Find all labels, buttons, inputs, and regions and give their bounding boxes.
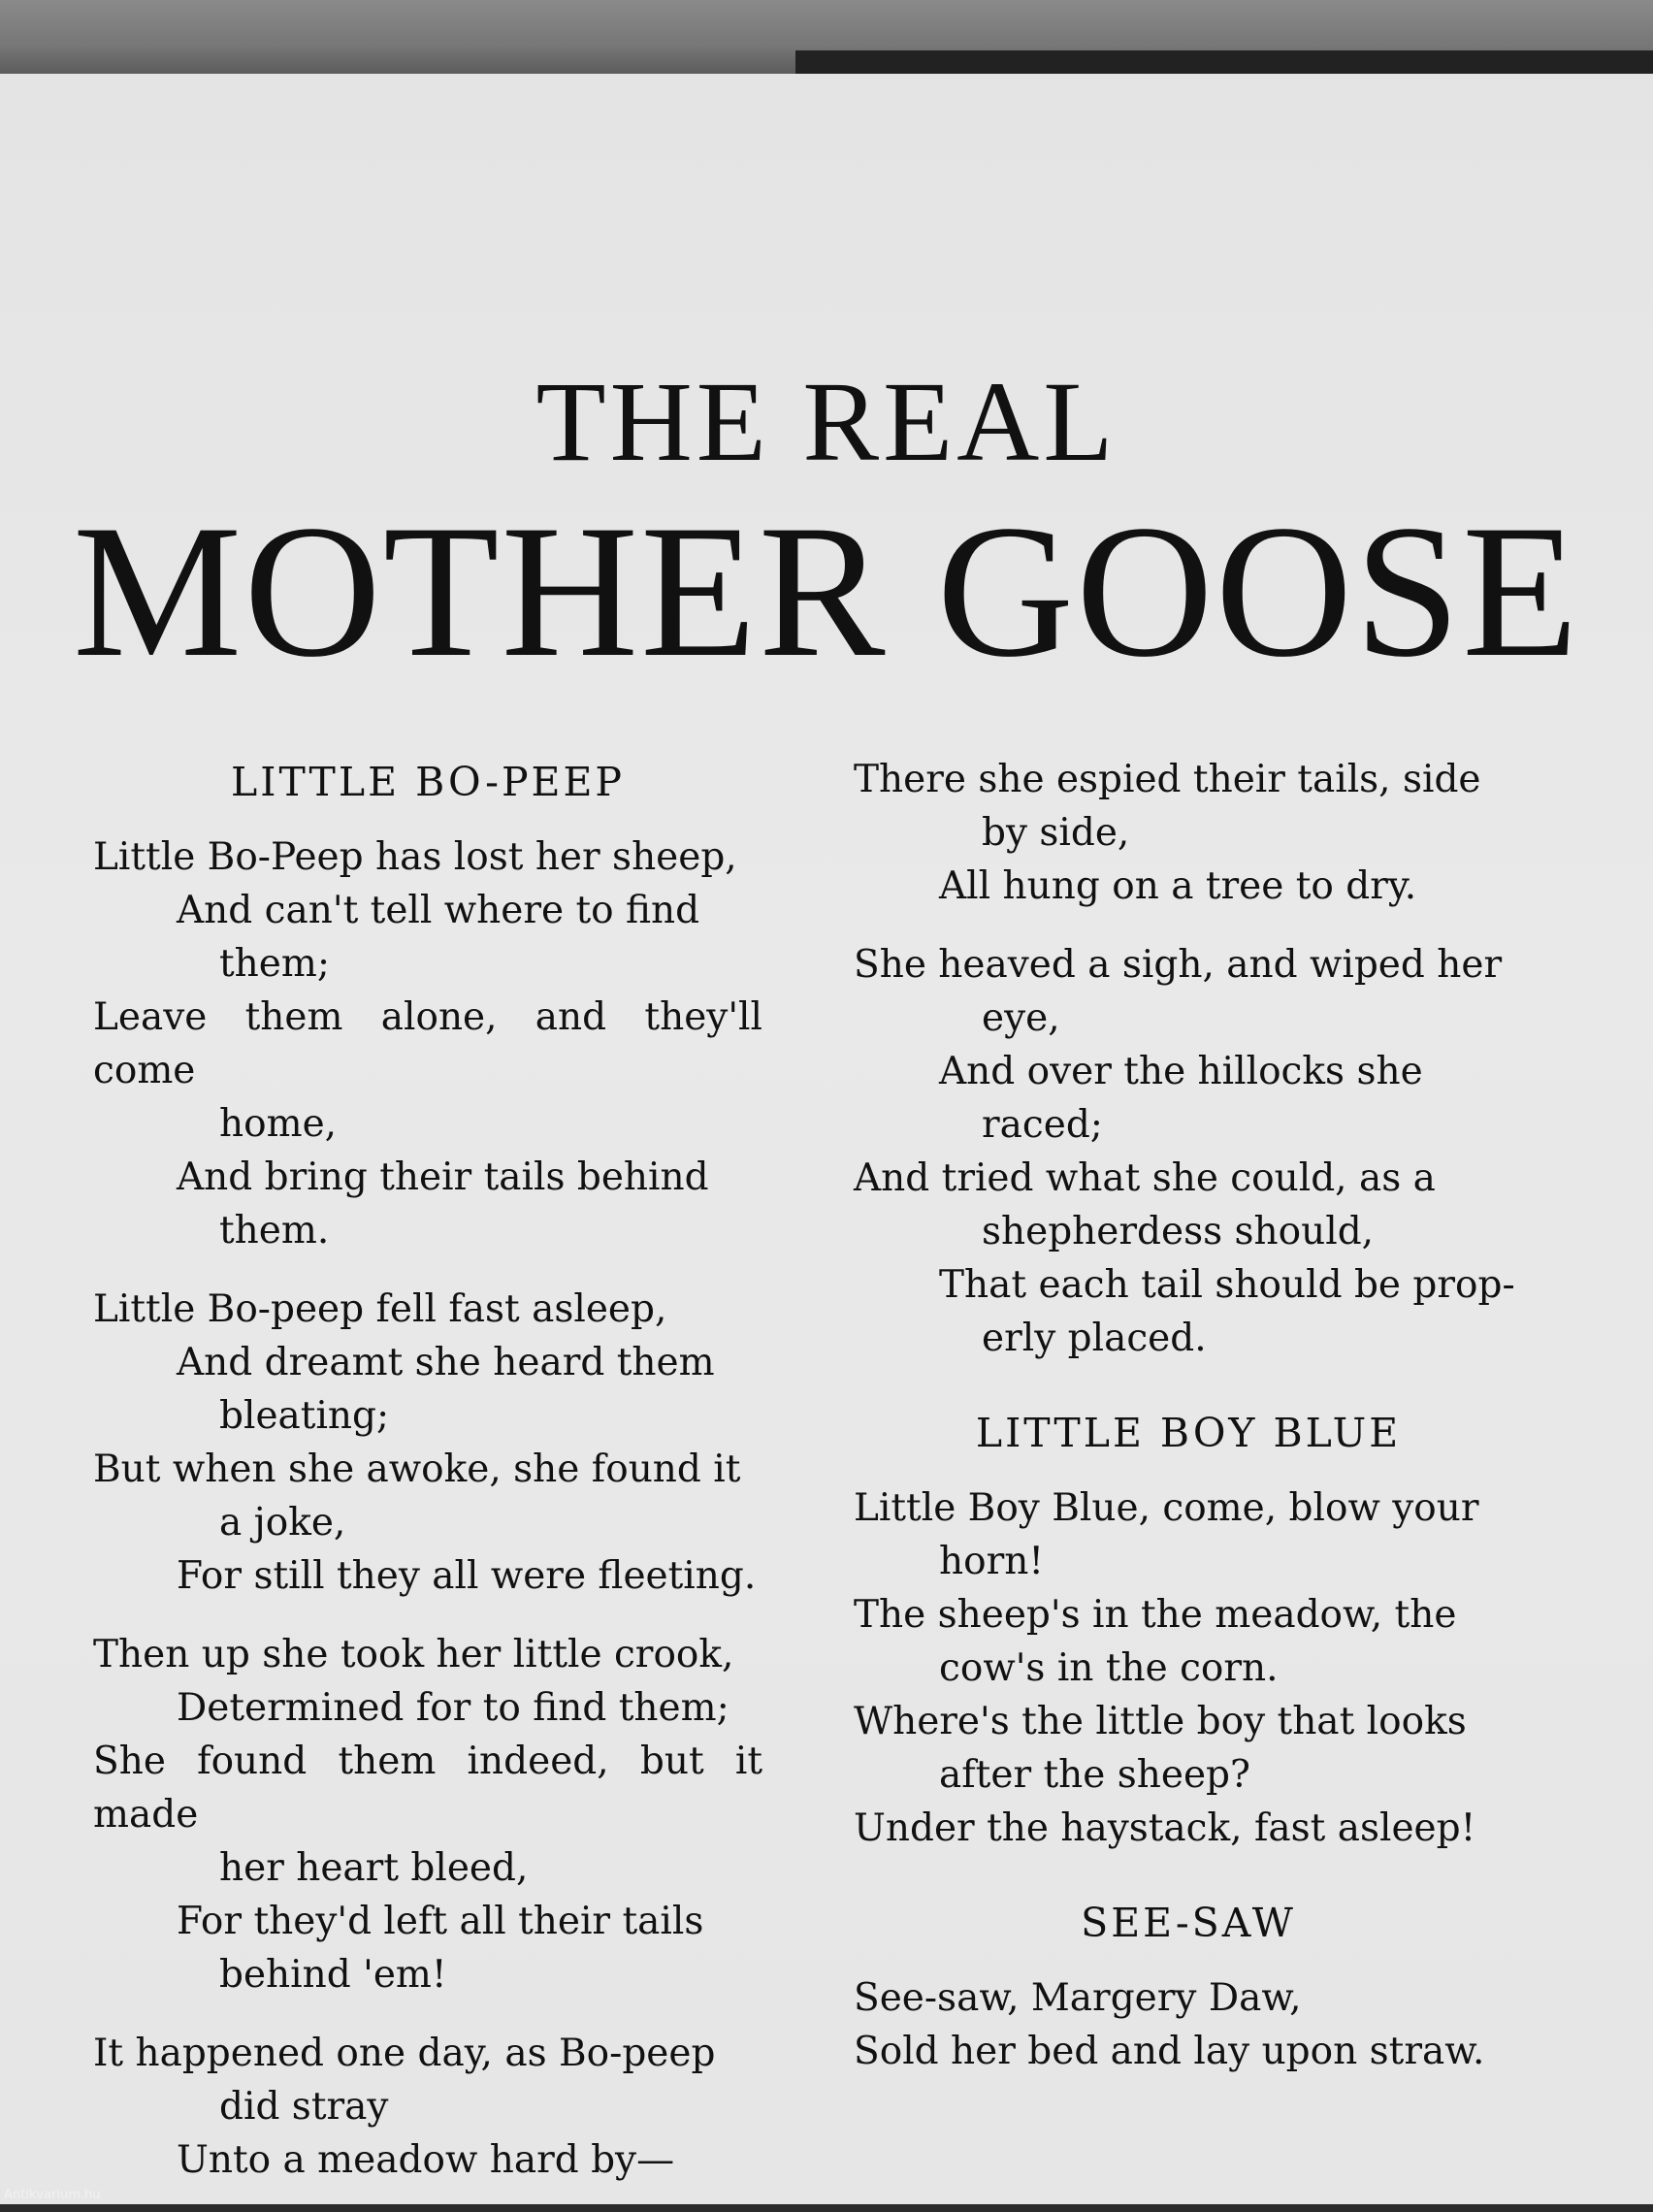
stanza [854,938,1523,1365]
verse-line: And tried what she could, as a [854,1156,1436,1200]
verse-line: For still they all were fleeting. [177,1554,757,1598]
verse-line: All hung on a tree to dry. [939,864,1417,908]
verse-line: Little Bo-Peep has lost her sheep, [93,835,737,879]
verse-line: behind 'em! [219,1953,447,1997]
verse-line: did stray [219,2085,389,2129]
stanza [93,830,762,1257]
left-column [93,753,762,2212]
verse-line: For they'd left all their tails [177,1900,704,1943]
page-title-line-1: THE REAL [535,358,1118,485]
poem-title-little-boy-blue: LITTLE BOY BLUE [975,1410,1402,1456]
verse-line: That each tail should be prop- [939,1263,1515,1307]
book-page [0,74,1653,2204]
verse-line: Sold her bed and lay upon straw. [854,2030,1485,2073]
verse-line: raced; [982,1103,1103,1147]
stanza [854,753,1523,913]
page-title-line-2: MOTHER GOOSE [73,486,1580,697]
verse-line: See-saw, Margery Daw, [854,1976,1302,2020]
stanza [93,2027,762,2187]
right-column [854,753,1523,2103]
verse-line: shepherdess should, [982,1210,1375,1253]
verse-line: by side, [982,811,1130,855]
verse-line: And over the hillocks she [939,1050,1423,1093]
stanza [854,1971,1523,2078]
verse-line: Where's the little boy that looks [854,1700,1467,1743]
verse-line: bleating; [219,1394,390,1438]
verse-line: She found them indeed, but it made [93,1740,762,1837]
verse-line: And bring their tails behind [177,1155,709,1199]
verse-line: It happened one day, as Bo-peep [93,2032,716,2075]
poem-title-little-bo-peep: LITTLE BO-PEEP [231,759,625,805]
verse-line: Determined for to find them; [177,1686,729,1730]
stanza [854,1481,1523,1855]
verse-line: her heart bleed, [219,1846,529,1890]
verse-line: And dreamt she heard them [177,1341,715,1384]
verse-line: them. [219,1209,330,1252]
stanza [93,1283,762,1603]
stanza [93,1628,762,2001]
verse-line: Unto a meadow hard by— [177,2138,675,2182]
verse-line: The sheep's in the meadow, the [854,1593,1457,1637]
verse-line: a joke, [219,1501,346,1545]
verse-line: And can't tell where to find [177,889,700,932]
verse-line: Little Boy Blue, come, blow your [854,1486,1479,1530]
watermark: Antikvarium.hu [4,2188,101,2202]
verse-line: them; [219,942,330,986]
verse-line: home, [219,1102,338,1146]
verse-line: Then up she took her little crook, [93,1633,734,1676]
verse-line: erly placed. [982,1317,1207,1360]
verse-line: Under the haystack, fast asleep! [854,1806,1476,1850]
verse-line: Leave them alone, and they'll come [93,995,762,1092]
verse-line: Little Bo-peep fell fast asleep, [93,1287,667,1331]
verse-line: horn! [939,1540,1045,1583]
verse-line: There she espied their tails, side [854,758,1481,801]
verse-line: eye, [982,996,1060,1040]
verse-line: But when she awoke, she found it [93,1448,741,1491]
verse-line: cow's in the corn. [939,1646,1279,1690]
verse-line: after the sheep? [939,1753,1250,1797]
poem-title-see-saw: SEE-SAW [1081,1900,1296,1946]
verse-line: She heaved a sigh, and wiped her [854,943,1503,987]
